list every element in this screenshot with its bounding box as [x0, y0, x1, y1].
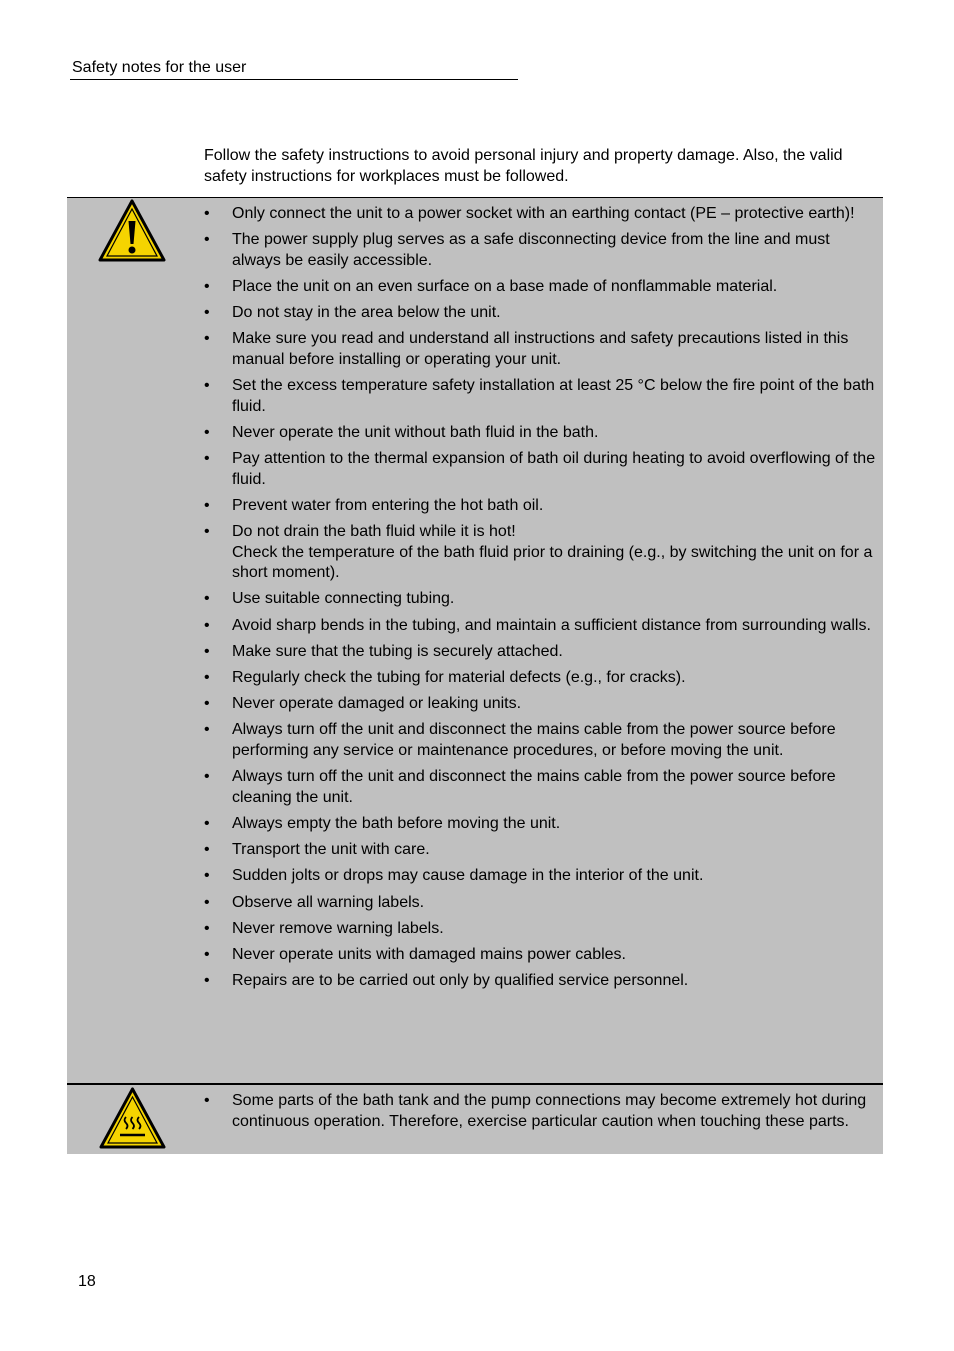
list-item — [204, 971, 877, 992]
list-item — [204, 945, 877, 966]
list-item — [204, 720, 877, 761]
list-item — [204, 616, 877, 637]
bullet-icon: • — [204, 945, 210, 963]
bullet-icon: • — [204, 205, 210, 222]
bullet-icon: • — [204, 972, 210, 990]
list-item — [204, 866, 877, 887]
list-item — [204, 1091, 877, 1132]
warning-triangle-exclamation-icon — [98, 199, 166, 262]
list-item-text: Sudden jolts or drops may cause damage in the interior of the unit. — [232, 867, 704, 885]
list-item — [204, 694, 877, 715]
list-item-text: Pay attention to the thermal expansion of bath oil during heating to avoid overflowing of the fluid. — [232, 450, 876, 488]
bullet-icon: • — [204, 1092, 210, 1109]
bullet-icon: • — [204, 450, 210, 468]
list-item — [204, 230, 877, 271]
page-number: 18 — [78, 1273, 96, 1290]
bullet-icon: • — [204, 768, 210, 786]
list-item — [204, 303, 877, 324]
list-item — [204, 449, 877, 490]
list-item-text: Prevent water from entering the hot bath oil. — [232, 496, 544, 514]
list-item-text: Do not stay in the area below the unit. — [232, 304, 501, 322]
bullet-icon: • — [204, 304, 210, 322]
intro-paragraph: Follow the safety instructions to avoid personal injury and property damage. Also, the valid safety instructions for workplaces must be followed. — [204, 147, 843, 185]
bullet-icon: • — [204, 616, 210, 634]
list-item-text: Transport the unit with care. — [232, 841, 430, 859]
bullet-icon: • — [204, 695, 210, 713]
bullet-icon: • — [204, 277, 210, 295]
bullet-icon: • — [204, 496, 210, 514]
list-item-text: Use suitable connecting tubing. — [232, 590, 455, 608]
list-item-text: Only connect the unit to a power socket with an earthing contact (PE – protective earth)! — [232, 205, 855, 222]
list-item-text: Do not drain the bath fluid while it is hot! Check the temperature of the bath fluid prior to draining (e.g., by switching the unit on for a short moment). — [232, 523, 873, 582]
list-item — [204, 642, 877, 663]
list-item — [204, 496, 877, 517]
list-item — [204, 893, 877, 914]
bullet-icon: • — [204, 669, 210, 686]
list-item-text: Regularly check the tubing for material defects (e.g., for cracks). — [232, 669, 686, 686]
list-item-text: Repairs are to be carried out only by qualified service personnel. — [232, 972, 689, 990]
list-item — [204, 329, 877, 370]
list-item-text: Never operate units with damaged mains power cables. — [232, 945, 626, 963]
bullet-icon: • — [204, 919, 210, 937]
bullet-icon: • — [204, 590, 210, 608]
bullet-icon: • — [204, 523, 210, 541]
list-item — [204, 814, 877, 835]
list-item — [204, 668, 877, 689]
list-item-text: Make sure that the tubing is securely attached. — [232, 642, 563, 660]
bullet-icon: • — [204, 841, 210, 859]
list-item-text: Always turn off the unit and disconnect the mains cable from the power source before performing any service or maintenance procedures, or before moving the unit. — [232, 721, 836, 759]
hot-surface-warning-box — [67, 1083, 883, 1154]
list-item-text: Place the unit on an even surface on a base made of nonflammable material. — [232, 277, 778, 295]
bullet-icon: • — [204, 867, 210, 885]
hot-surface-warning-list — [204, 1091, 877, 1138]
list-item — [204, 376, 877, 417]
list-item-text: Some parts of the bath tank and the pump connections may become extremely hot during continuous operation. Therefore, exercise particular caution when touching these parts. — [232, 1092, 867, 1130]
list-item — [204, 767, 877, 808]
running-header-title: Safety notes for the user — [72, 59, 247, 76]
running-header — [70, 58, 518, 80]
list-item — [204, 204, 877, 225]
list-item — [204, 840, 877, 861]
list-item-text: Never operate damaged or leaking units. — [232, 695, 522, 713]
bullet-icon: • — [204, 423, 210, 441]
bullet-icon: • — [204, 814, 210, 832]
list-item-text: Set the excess temperature safety installation at least 25 °C below the fire point of the bath fluid. — [232, 377, 875, 415]
bullet-icon: • — [204, 642, 210, 660]
list-item-text: The power supply plug serves as a safe disconnecting device from the line and must always be easily accessible. — [232, 231, 830, 269]
general-warning-box — [67, 197, 883, 1083]
list-item — [204, 919, 877, 940]
list-item — [204, 589, 877, 610]
list-item-text: Always turn off the unit and disconnect the mains cable from the power source before cleaning the unit. — [232, 768, 836, 806]
list-item-text: Never operate the unit without bath fluid in the bath. — [232, 423, 599, 441]
list-item-text: Avoid sharp bends in the tubing, and maintain a sufficient distance from surrounding walls. — [232, 616, 871, 634]
list-item — [204, 522, 877, 584]
list-item-text: Never remove warning labels. — [232, 919, 444, 937]
list-item — [204, 277, 877, 298]
bullet-icon: • — [204, 377, 210, 395]
general-warning-list — [204, 204, 877, 997]
list-item-text: Always empty the bath before moving the unit. — [232, 814, 561, 832]
bullet-icon: • — [204, 231, 210, 249]
list-item — [204, 423, 877, 444]
hot-surface-warning-icon — [99, 1087, 166, 1149]
list-item-text: Observe all warning labels. — [232, 893, 425, 911]
bullet-icon: • — [204, 893, 210, 911]
bullet-icon: • — [204, 330, 210, 348]
list-item-text: Make sure you read and understand all instructions and safety precautions listed in this manual before installing or operating your unit. — [232, 330, 849, 368]
bullet-icon: • — [204, 721, 210, 739]
